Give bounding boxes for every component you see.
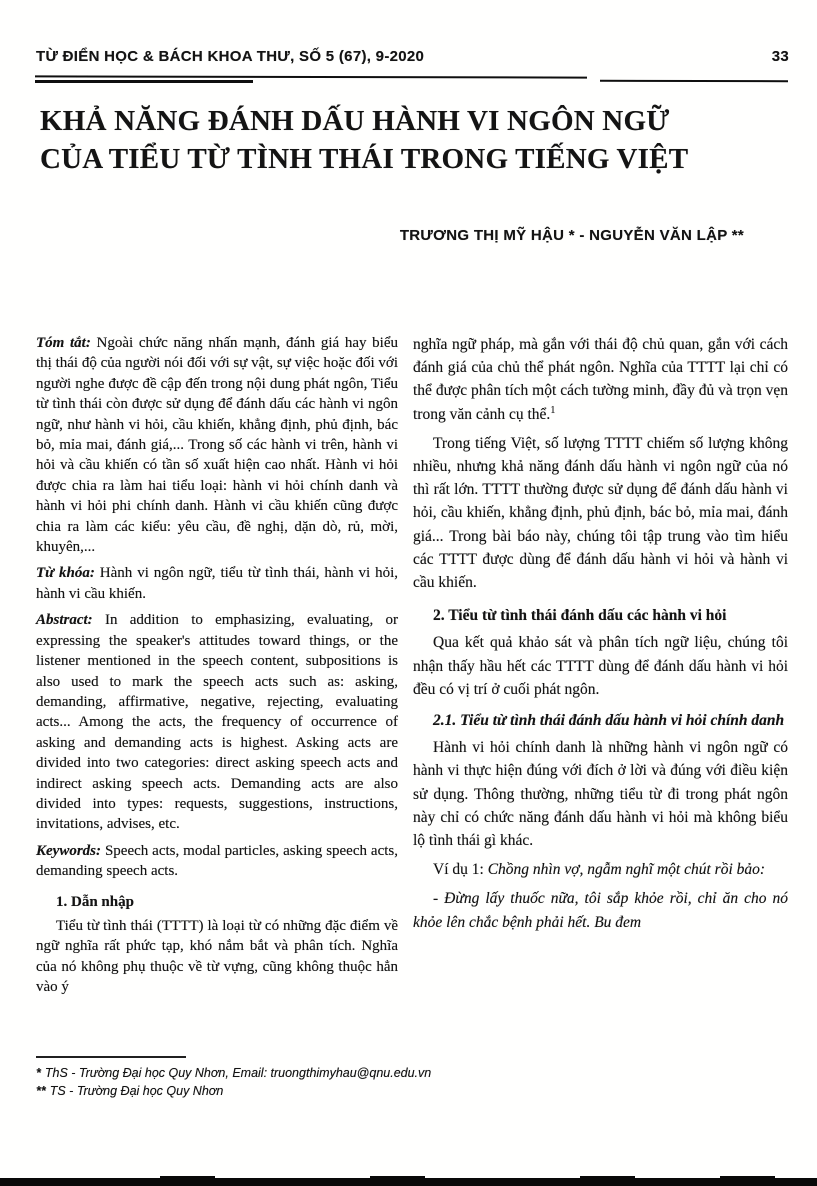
footnote-block xyxy=(36,1056,556,1100)
header-rule xyxy=(35,75,587,79)
footnote-marker: * xyxy=(36,1065,41,1080)
abstract-vi-paragraph xyxy=(36,333,398,557)
footnote-text: TS - Trường Đại học Quy Nhơn xyxy=(49,1083,224,1098)
left-column xyxy=(36,333,398,1004)
article-title xyxy=(40,102,700,178)
tttt-overview-paragraph: Trong tiếng Việt, số lượng TTTT chiếm số lượng không nhiều, nhưng khả năng đánh dấu hành vi ngôn ngữ của nó thì rất lớn. TTTT thường được sử dụng để đánh dấu hành vi hỏi, cầu khiến, khẳng định, phủ định, bác bỏ, mỉa mai, đánh giá... Trong bài báo này, chúng tôi tập trung vào tìm hiểu các TTTT được dùng để đánh dấu hành vi hỏi và hành vi cầu khiến. xyxy=(413,434,788,592)
footnote-reference-1: 1 xyxy=(550,404,556,416)
footnote-rule xyxy=(36,1056,186,1058)
example-1-intro xyxy=(413,858,788,881)
footnote-marker: ** xyxy=(36,1083,46,1098)
keywords-en-text: Speech acts, modal particles, asking speech acts, demanding speech acts. xyxy=(36,842,399,880)
abstract-vi-text: Ngoài chức năng nhấn mạnh, đánh giá hay biểu thị thái độ của người nói đối với sự vật, sự việc hoặc đối với người nghe được đề cập đến trong nội dung phát ngôn, Tiểu từ tình thái còn được sử dụng để đánh dấu các hành vi ngôn ngữ, như hành vi hỏi, cầu khiến, khẳng định, phủ định, bác bỏ, mỉa mai, đánh giá,... Trong số các hành vi trên, hành vi hỏi và cầu khiến có tần số xuất hiện cao nhất. Hành vi hỏi được chia ra làm hai tiểu loại: hành vi hỏi chính danh và hành vi hỏi phi chính danh. Hành vi cầu khiến cũng được chia ra làm các kiểu: yêu cầu, đề nghị, dặn dò, rủ, mời, khuyên,... xyxy=(36,335,398,556)
footnote-line xyxy=(36,1064,556,1082)
running-head xyxy=(36,48,789,65)
keywords-vi-paragraph xyxy=(36,563,398,604)
authors-line: TRƯƠNG THỊ MỸ HẬU * - NGUYỄN VĂN LẬP ** xyxy=(399,227,744,244)
right-column xyxy=(413,333,788,940)
header-rule-thick-segment xyxy=(35,80,253,83)
example-1-label: Ví dụ 1: xyxy=(433,861,484,879)
keywords-en-paragraph xyxy=(36,841,398,882)
article-title-line1: KHẢ NĂNG ĐÁNH DẤU HÀNH VI NGÔN NGỮ xyxy=(40,105,670,137)
continuation-text: nghĩa ngữ pháp, mà gắn với thái độ chủ quan, gắn với cách đánh giá của chủ thể phát ngôn. Nghĩa của TTTT lại chỉ có thể được phân tích một cách tường minh, đầy đủ và trọn vẹn trong văn cảnh cụ thể. xyxy=(413,336,788,423)
example-1-quote: - Đừng lấy thuốc nữa, tôi sắp khỏe rồi, chỉ ăn cho nó khỏe lên chắc bệnh phải hết. Bu đem xyxy=(413,890,788,931)
abstract-en-paragraph xyxy=(36,610,398,834)
keywords-vi-label: Từ khóa: xyxy=(36,565,95,582)
section-2-heading: 2. Tiểu từ tình thái đánh dấu các hành vi hỏi xyxy=(433,607,727,625)
journal-name: TỪ ĐIỂN HỌC & BÁCH KHOA THƯ, SỐ 5 (67), 9-2020 xyxy=(36,48,425,65)
section-1-heading: 1. Dẫn nhập xyxy=(56,893,134,910)
abstract-vi-label: Tóm tắt: xyxy=(36,335,91,351)
section-1-paragraph: Tiểu từ tình thái (TTTT) là loại từ có những đặc điểm về ngữ nghĩa rất phức tạp, khó nắm bắt và phân tích. Nghĩa của nó không phụ thuộc về từ vựng, cũng không thuộc hẳn vào ý xyxy=(36,917,398,996)
scan-edge-artifact xyxy=(0,1178,817,1186)
page-number: 33 xyxy=(771,48,789,65)
keywords-vi-text: Hành vi ngôn ngữ, tiểu từ tình thái, hành vi hỏi, hành vi cầu khiến. xyxy=(36,565,398,602)
abstract-en-label: Abstract: xyxy=(36,612,93,629)
article-title-line2: CỦA TIỂU TỪ TÌNH THÁI TRONG TIẾNG VIỆT xyxy=(40,143,689,175)
header-rule-right-segment xyxy=(600,80,788,83)
abstract-en-text: In addition to emphasizing, evaluating, or expressing the speaker's attitudes toward things, or the listener mentioned in the speech content, subpositions is also used to mark the speech acts such as: asking, demanding, affirmative, negative, rejecting, evaluating acts... Among the acts, the frequency of occurrence of asking and demanding acts is highest. Asking acts are divided into two categories: direct asking speech acts and indirect asking speech acts. Demanding acts are also divided into types: requests, suggestions, instructions, invitations, advises, etc. xyxy=(36,612,399,833)
example-1-intro-text: Chồng nhìn vợ, ngẫm nghĩ một chút rồi bảo: xyxy=(487,861,766,879)
footnote-text: ThS - Trường Đại học Quy Nhơn, Email: truongthimyhau@qnu.edu.vn xyxy=(44,1065,432,1080)
footnote-line xyxy=(36,1082,556,1100)
section-2-1-paragraph: Hành vi hỏi chính danh là những hành vi ngôn ngữ có hành vi thực hiện đúng với đích ở lời và đúng với điều kiện sử dụng. Thông thường, những tiểu từ đi trong phát ngôn này chỉ có chức năng đánh dấu hành vi hỏi mà không biểu lộ tình thái gì khác. xyxy=(413,739,788,850)
section-2-paragraph: Qua kết quả khảo sát và phân tích ngữ liệu, chúng tôi nhận thấy hầu hết các TTTT dùng để đánh dấu hành vi hỏi đều có vị trí ở cuối phát ngôn. xyxy=(413,634,788,698)
section-2-1-heading: 2.1. Tiểu từ tình thái đánh dấu hành vi hỏi chính danh xyxy=(433,712,785,730)
keywords-en-label: Keywords: xyxy=(36,842,101,859)
continuation-paragraph xyxy=(413,333,788,426)
